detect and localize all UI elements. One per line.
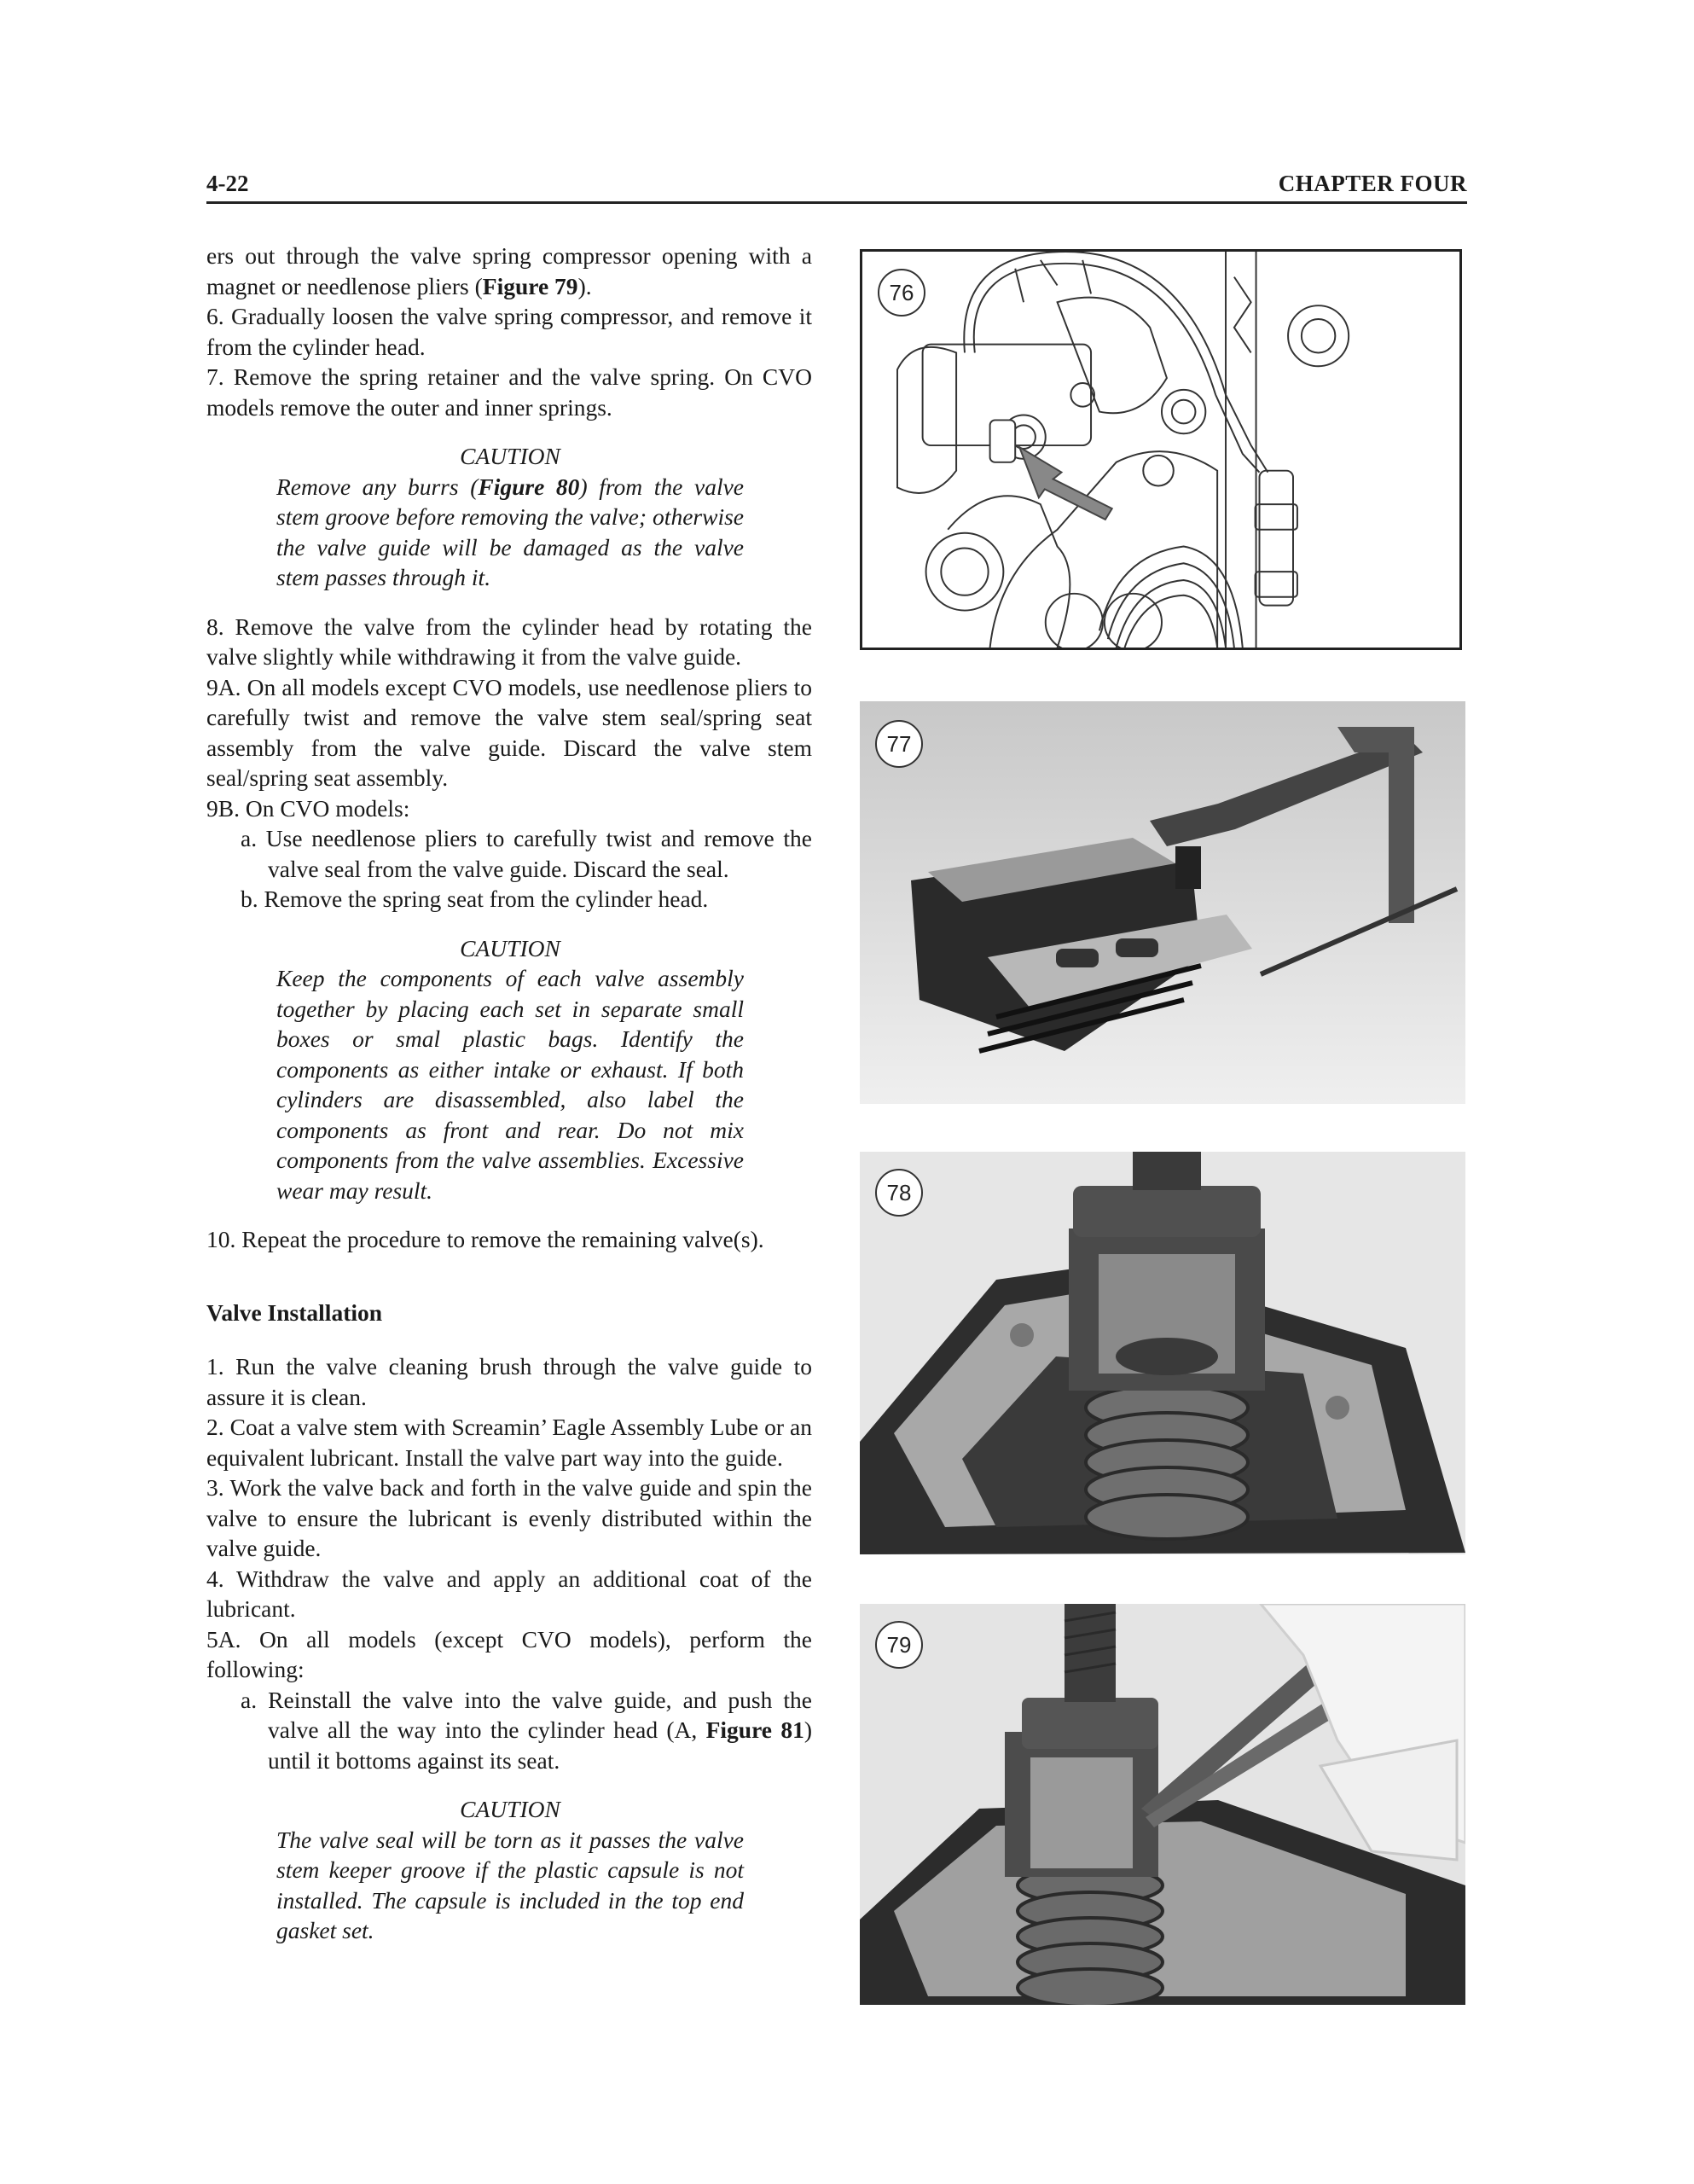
figure-79 — [860, 1604, 1465, 2005]
caution-title: CAUTION — [460, 1796, 560, 1822]
caution-box — [276, 933, 744, 1206]
substep-a: a. Use needlenose pliers to carefully twist and remove the valve seal from the valve guide. Discard the seal. — [241, 825, 812, 882]
figure-number-badge: 76 — [878, 269, 925, 317]
compressor-adapter-photo — [860, 1152, 1465, 1554]
caution-box — [276, 1794, 744, 1946]
step-9b: 9B. On CVO models: — [206, 794, 410, 822]
step-8: 8. Remove the valve from the cylinder head by rotating the valve slightly while withdrawing it from the valve guide. — [206, 613, 812, 670]
install-step-1: 1. Run the valve cleaning brush through the valve guide to assure it is clean. — [206, 1353, 812, 1410]
section-heading: Valve Installation — [206, 1298, 383, 1326]
step-10: 10. Repeat the procedure to remove the remaining valve(s). — [206, 1226, 764, 1252]
text-column — [206, 241, 812, 1965]
substep-a: a. Reinstall the valve into the valve guide, and push the valve all the way into the cylinder head (A, Figure 81) until it bottoms against its seat. — [241, 1686, 812, 1774]
figure-number-badge: 78 — [875, 1169, 923, 1217]
step-7: 7. Remove the spring retainer and the valve spring. On CVO models remove the outer and inner springs. — [206, 363, 812, 421]
caution-text: Keep the components of each valve assembly together by placing each set in separate small boxes or smal plastic bags. Identify the components as either intake or exhaust. If both cylinders are disassembled, also label the components as front and rear. Do not mix components from the valve assemblies. Excessive wear may result. — [276, 965, 744, 1204]
figure-ref: Figure 79 — [482, 272, 578, 299]
figure-ref: Figure 81 — [705, 1716, 804, 1743]
paragraph: ers out through the valve spring compressor opening with a magnet or needlenose pliers (Figure 79). — [206, 242, 812, 299]
install-step-4: 4. Withdraw the valve and apply an additional coat of the lubricant. — [206, 1565, 812, 1622]
figure-ref: Figure 80 — [478, 473, 580, 500]
figure-78 — [860, 1152, 1465, 1554]
cylinder-head-drawing — [862, 252, 1459, 648]
figure-77 — [860, 701, 1465, 1104]
caution-title: CAUTION — [460, 443, 560, 469]
valve-spring-compressor-photo — [860, 701, 1465, 1104]
figure-number-badge: 77 — [875, 720, 923, 768]
step-6: 6. Gradually loosen the valve spring compressor, and remove it from the cylinder head. — [206, 303, 812, 360]
install-step-5a: 5A. On all models (except CVO models), perform the following: — [206, 1625, 812, 1682]
caution-text: The valve seal will be torn as it passes the valve stem keeper groove if the plastic capsule is not installed. The capsule is included in the top end gasket set. — [276, 1826, 744, 1943]
step-9a: 9A. On all models except CVO models, use needlenose pliers to carefully twist and remove the valve stem seal/spring seat assembly from the valve guide. Discard the valve stem seal/spring seat assembly. — [206, 673, 812, 791]
figure-76 — [860, 249, 1462, 650]
page-header — [206, 167, 1467, 204]
caution-title: CAUTION — [460, 934, 560, 961]
page-number: 4-22 — [206, 171, 249, 196]
substep-b: b. Remove the spring seat from the cylinder head. — [241, 886, 709, 912]
caution-box — [276, 441, 744, 593]
chapter-title: CHAPTER FOUR — [1278, 171, 1467, 196]
install-step-2: 2. Coat a valve stem with Screamin’ Eagle Assembly Lube or an equivalent lubricant. Install the valve part way into the guide. — [206, 1414, 812, 1471]
needlenose-pliers-photo — [860, 1604, 1465, 2005]
figure-number-badge: 79 — [875, 1621, 923, 1669]
caution-text: Remove any burrs (Figure 80) from the valve stem groove before removing the valve; otherwise the valve guide will be damaged as the valve stem passes through it. — [276, 473, 744, 590]
install-step-3: 3. Work the valve back and forth in the valve guide and spin the valve to ensure the lubricant is evenly distributed within the valve guide. — [206, 1474, 812, 1561]
